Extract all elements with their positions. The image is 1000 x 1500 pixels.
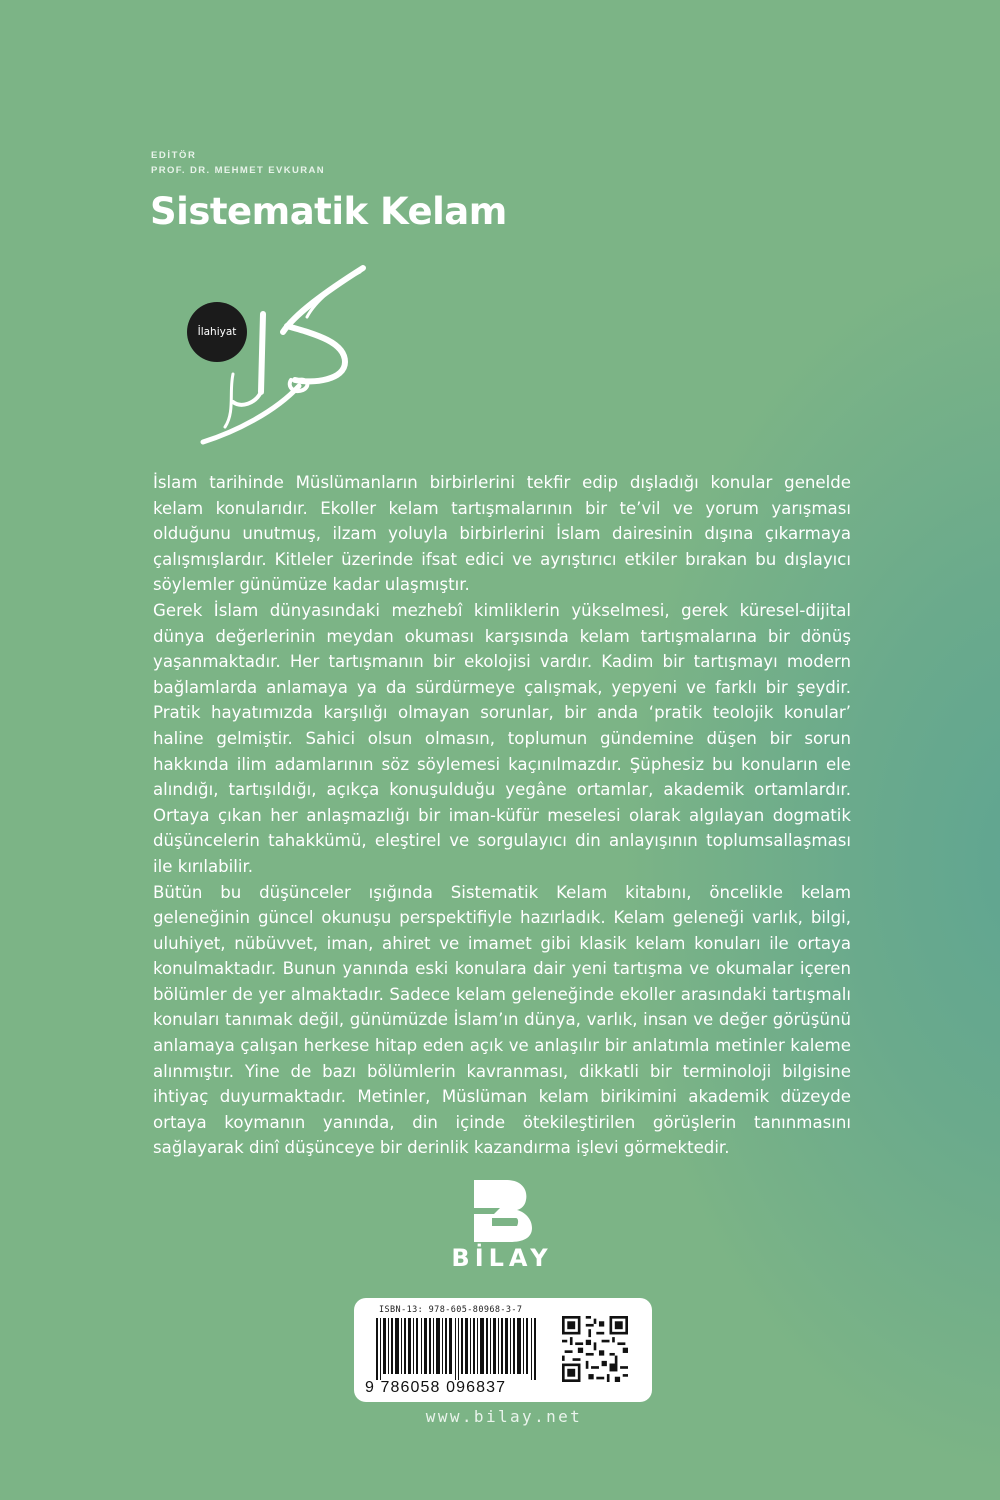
editor-name: PROF. DR. MEHMET EVKURAN xyxy=(151,165,325,176)
editor-label: EDİTÖR xyxy=(151,150,197,161)
description-paragraph: Bütün bu düşünceler ışığında Sistematik Kelam kitabını, öncelikle kelam geleneğinin güncel okunuşu perspektifiyle hazırladık. Kelam geleneği varlık, bilgi, uluhiyet, nübüvvet, iman, ahiret ve imamet gibi klasik kelam konuları ile ortaya konulmaktadır. Bunun yanında eski konulara dair yeni tartışma ve okumalar içeren bölümler de yer almaktadır. Sadece kelam geleneğinde ekoller arasındaki tartışmalı konuları tanımak değil, günümüzde İslam’ın dünya, varlık, insan ve değer görüşünü anlamaya çalışan herkese hitap eden açık ve anlaşılır bir anlatımla metinler kaleme alınmıştır. Yine de bazı bölümlerin kavranması, dikkatli bir terminoloji bilgisine ihtiyaç duyurmaktadır. Metinler, Müslüman kelam birikimini akademik düzeyde ortaya koymanın yanında, din içinde ötekileştirilen görüşlerin tanınmasını sağlayarak dinî düşünceye bir derinlik kazandırma işlevi görmektedir. xyxy=(153,882,851,1158)
qr-code xyxy=(562,1316,628,1382)
barcode-digits: 9 786058 096837 xyxy=(365,1379,507,1396)
description-paragraph: İslam tarihinde Müslümanların birbirlerini tekfir edip dışladığı konular genelde kelam konularıdır. Ekoller kelam tartışmalarının bir te’vil ve yorum yarışması olduğunu unutmuş, ilzam yoluyla birbirlerini İslam dairesinin dışına çıkarmaya çalışmışlardır. Kitleler üzerinde ifsat edici ve ayrıştırıcı etkiler bırakan bu dışlayıcı söylemler günümüze kadar ulaşmıştır. xyxy=(153,473,851,595)
isbn-barcode xyxy=(376,1318,540,1380)
isbn-label: ISBN-13: 978-605-80968-3-7 xyxy=(379,1305,523,1315)
description-paragraph: Gerek İslam dünyasındaki mezhebî kimliklerin yükselmesi, gerek küresel-dijital dünya değerlerinin meydan okuması karşısında kelam tartışmalarına bir dönüş yaşanmaktadır. Her tartışmanın bir ekolojisi vardır. Kadim bir tartışmayı modern bağlamlarda anlamaya ya da sürdürmeye çalışmak, yepyeni ve farklı bir şeydir. Pratik hayatımızda karşılığı olmayan sorunlar, bir anda ‘pratik teolojik konular’ haline gelmiştir. Sahici olsun olmasın, toplumun gündemine düşen bir sorun hakkında ilim adamlarının söz söylemesi kaçınılmazdır. Şüphesiz bu konuların ele alındığı, tartışıldığı, açıkça konuşulduğu yegâne ortamlar, akademik ortamlardır. Ortaya çıkan her anlaşmazlığı bir iman-küfür meselesi olarak algılayan dogmatik düşüncelerin tahakkümü, eleştirel ve sorgulayıcı din anlayışının toplumsallaşması ile kırılabilir. xyxy=(153,600,851,876)
bilay-b-logo-icon xyxy=(470,1178,536,1244)
series-badge xyxy=(187,302,247,362)
back-cover-description xyxy=(153,470,851,1161)
book-title: Sistematik Kelam xyxy=(150,190,507,233)
publisher-website[interactable]: www.bilay.net xyxy=(425,1407,583,1426)
series-badge-label: İlahiyat xyxy=(197,326,237,338)
publisher-name: BİLAY xyxy=(451,1244,553,1272)
